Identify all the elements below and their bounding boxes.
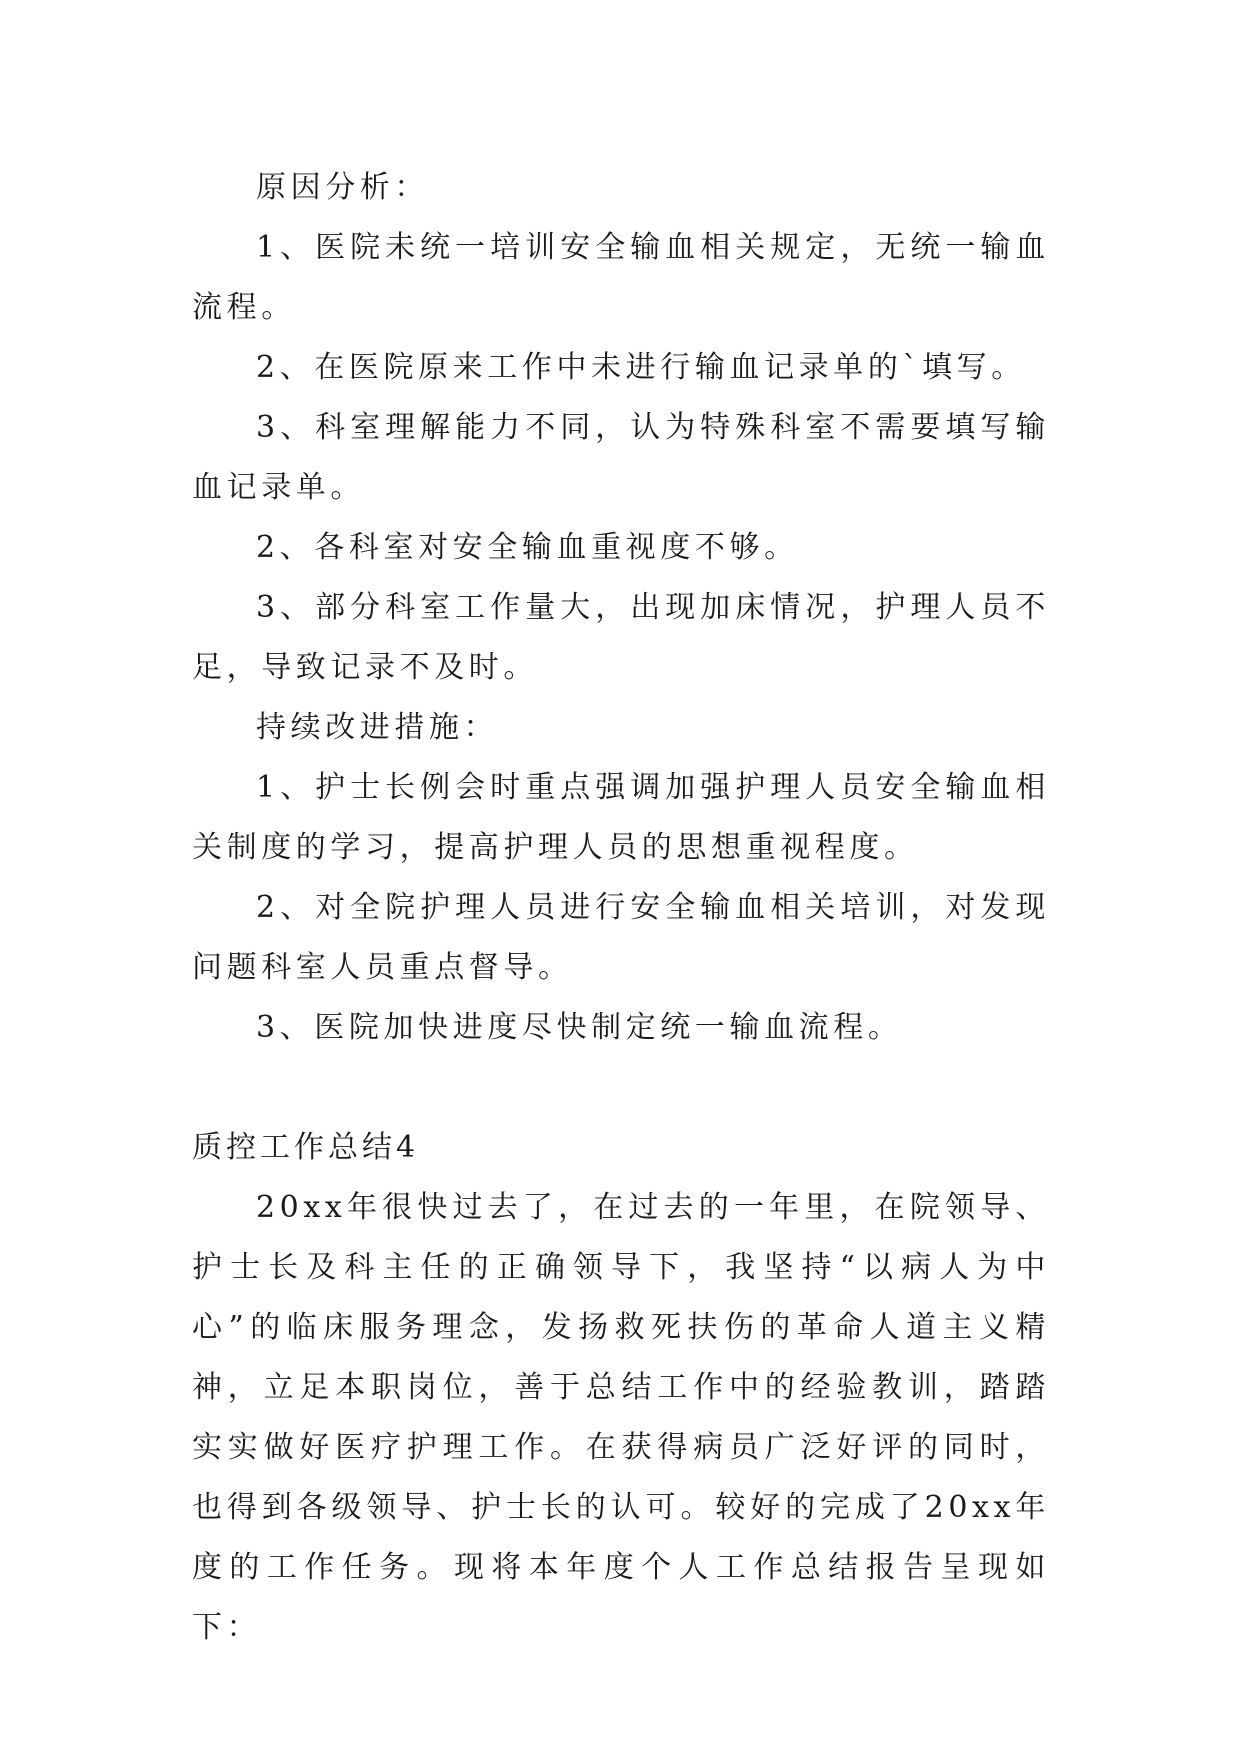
paragraph-measure-2: 2、对全院护理人员进行安全输血相关培训，对发现问题科室人员重点督导。 <box>192 890 1050 985</box>
paragraph-measure-1: 1、护士长例会时重点强调加强护理人员安全输血相关制度的学习，提高护理人员的思想重视程度。 <box>192 770 1050 865</box>
paragraph-cause-2b: 2、各科室对安全输血重视度不够。 <box>256 530 799 565</box>
paragraph-summary-intro: 20xx年很快过去了，在过去的一年里，在院领导、护士长及科主任的正确领导下，我坚持“以病人为中心”的临床服务理念，发扬救死扶伤的革命人道主义精神，立足本职岗位，善于总结工作中的经验教训，踏踏实实做好医疗护理工作。在获得病员广泛好评的同时，也得到各级领导、护士长的认可。较好的完成了20xx年度的工作任务。现将本年度个人工作总结报告呈现如下： <box>192 1190 1050 1645</box>
document-body <box>192 158 1050 1658</box>
cause-and-improvement-section <box>192 158 1050 1058</box>
section-heading: 质控工作总结4 <box>192 1130 420 1165</box>
paragraph-cause-3: 3、科室理解能力不同，认为特殊科室不需要填写输血记录单。 <box>192 410 1050 505</box>
paragraph-improvement-label: 持续改进措施： <box>256 710 499 745</box>
summary-section <box>192 1118 1050 1658</box>
paragraph-cause-3b: 3、部分科室工作量大，出现加床情况，护理人员不足，导致记录不及时。 <box>192 590 1050 685</box>
paragraph-cause-analysis-label: 原因分析： <box>256 170 429 205</box>
section-gap <box>192 1058 1050 1118</box>
paragraph-measure-3: 3、医院加快进度尽快制定统一输血流程。 <box>256 1010 903 1045</box>
paragraph-cause-1: 1、医院未统一培训安全输血相关规定，无统一输血流程。 <box>192 230 1050 325</box>
paragraph-cause-2: 2、在医院原来工作中未进行输血记录单的`填写。 <box>256 350 1026 385</box>
